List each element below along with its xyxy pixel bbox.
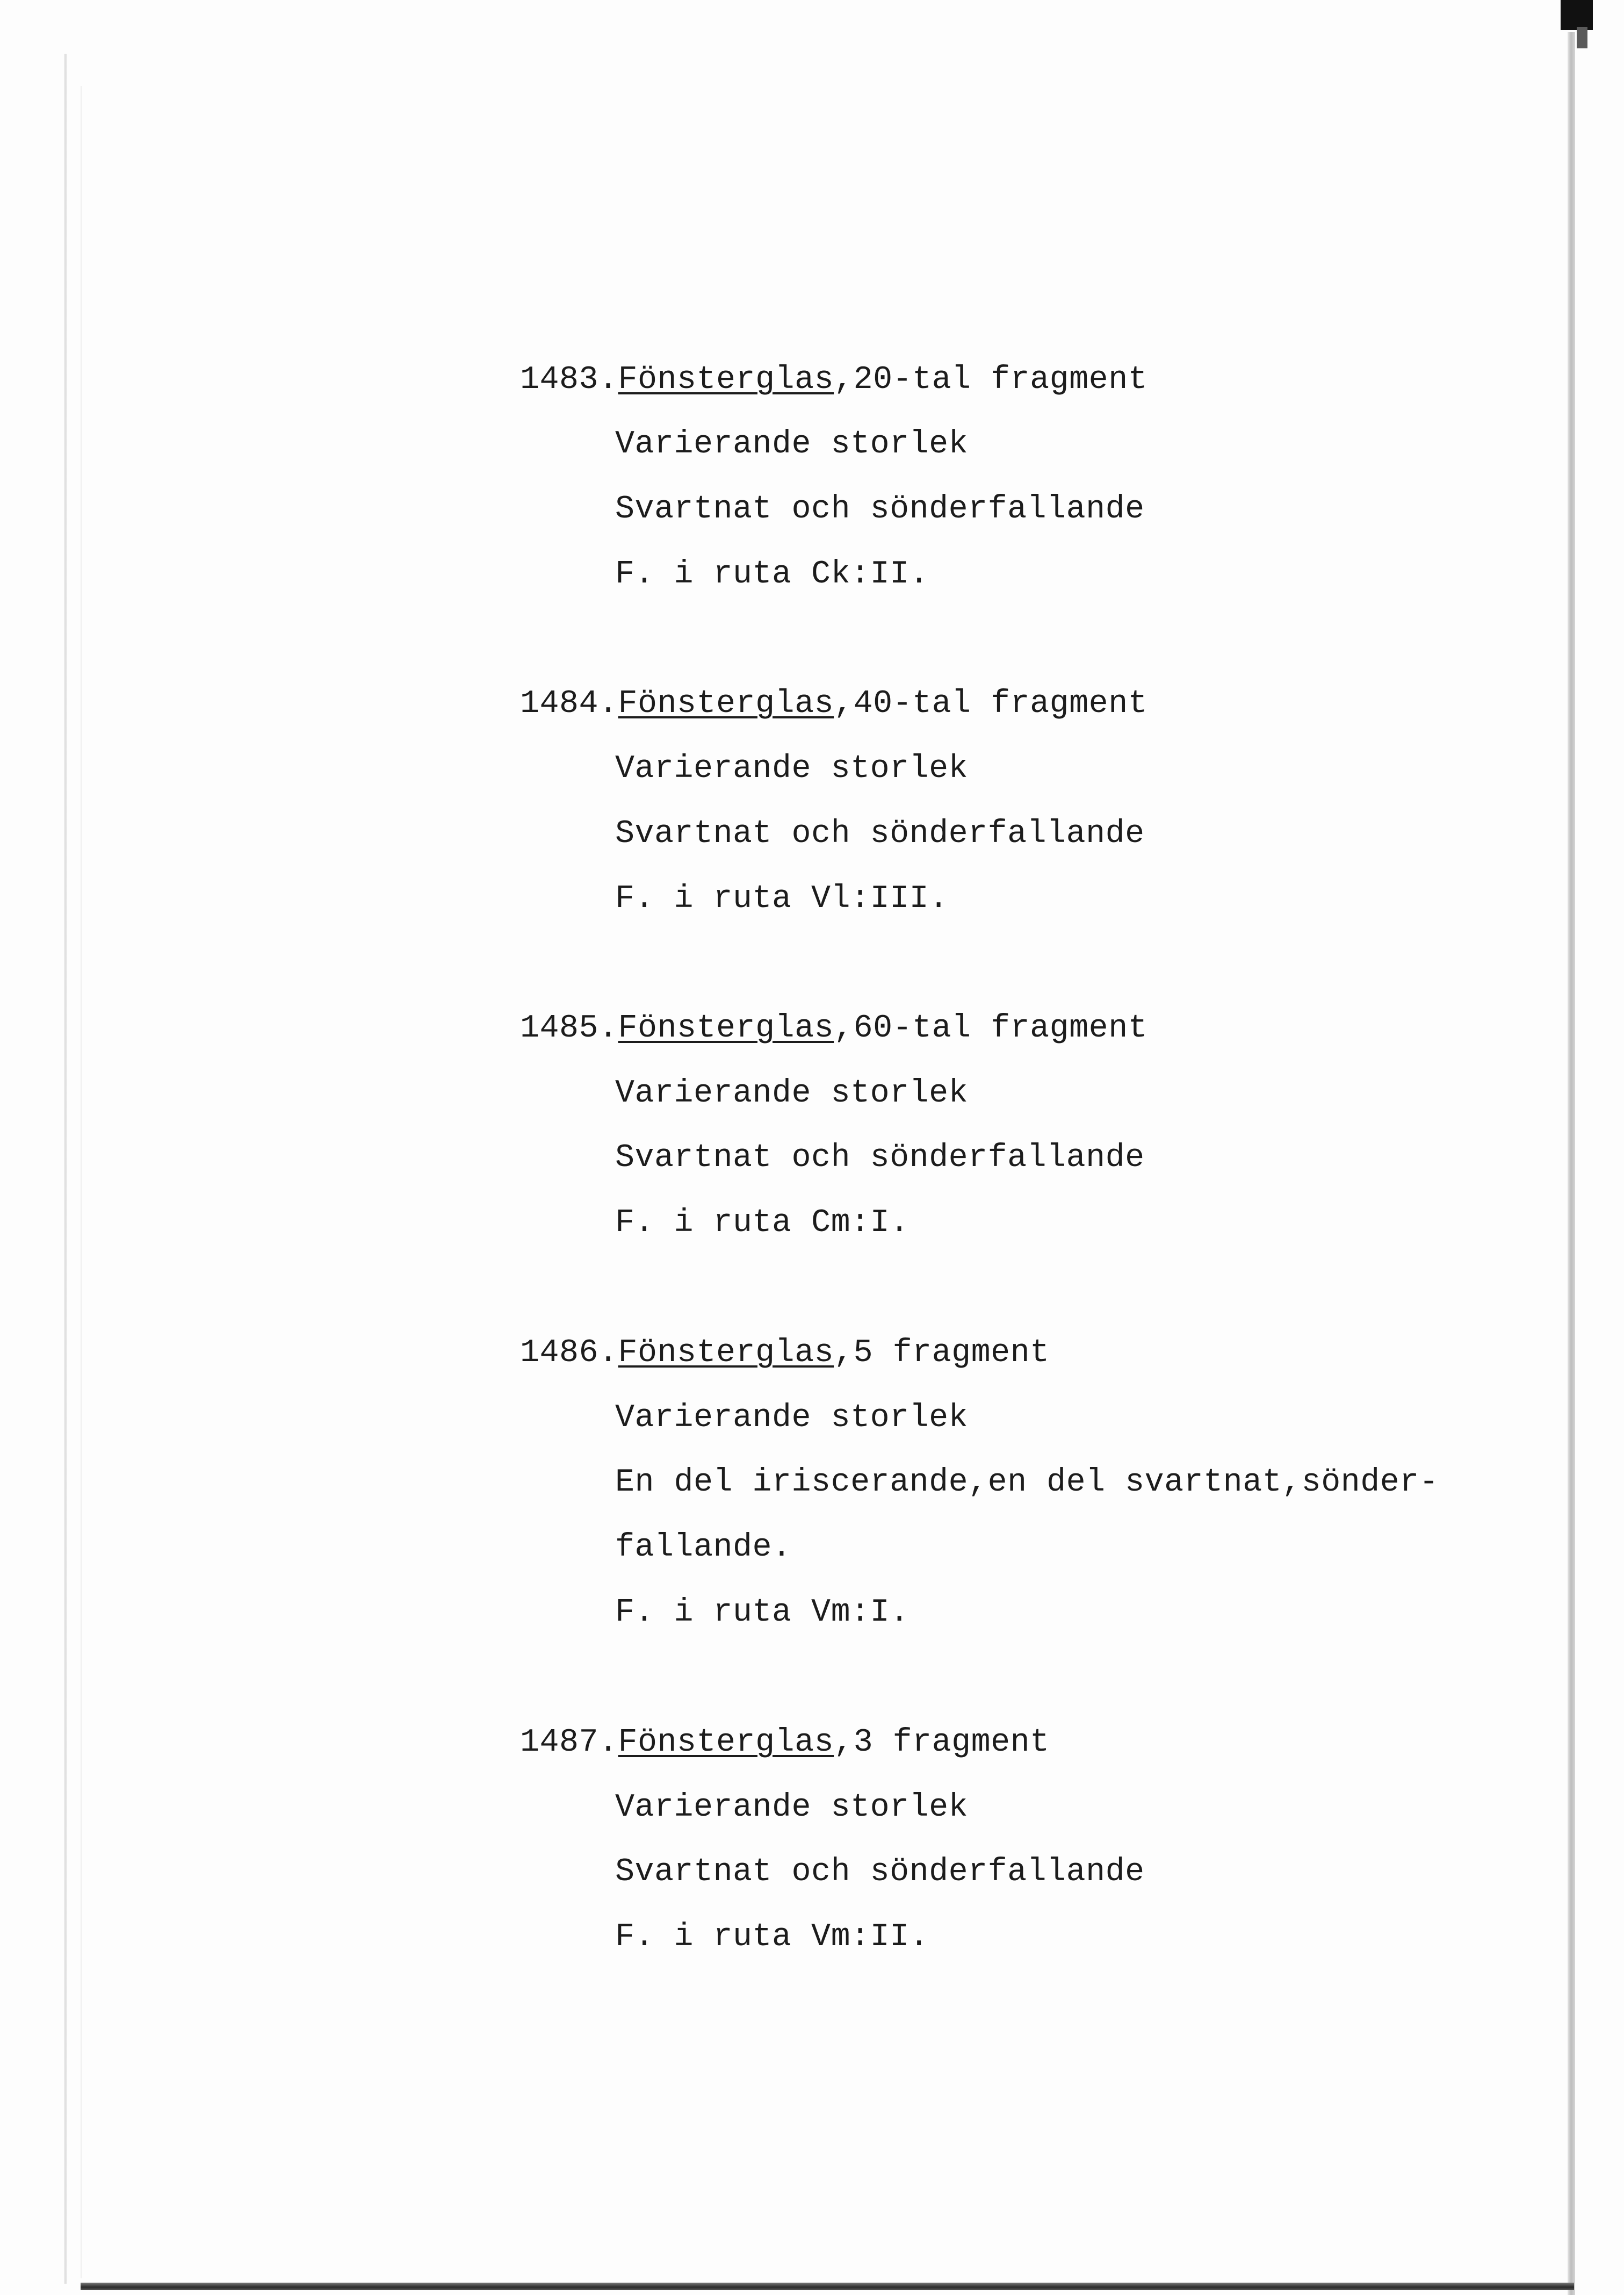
scan-corner-mark [1561, 0, 1593, 30]
scan-edge-left [64, 54, 67, 2284]
entry-line: Svartnat och sönderfallande [615, 1140, 1145, 1176]
entry-line: Svartnat och sönderfallande [615, 1854, 1145, 1890]
entry-number: 1485. [520, 1010, 618, 1047]
scan-edge-left-inner [81, 86, 82, 2278]
entry-line: Varierande storlek [615, 1789, 969, 1826]
entry-line: En del iriscerande,en del svartnat,sönder- [615, 1464, 1439, 1501]
scan-edge-right [1568, 32, 1575, 2295]
entry-line: F. i ruta Vl:III. [615, 881, 949, 917]
entry-heading [520, 1724, 1050, 1761]
entry-number: 1483. [520, 362, 618, 398]
entry-line: Varierande storlek [615, 1075, 969, 1112]
entry-title: Fönsterglas [618, 1335, 834, 1371]
entry-heading [520, 685, 1147, 723]
entry-description: ,5 fragment [834, 1335, 1050, 1371]
entry-title: Fönsterglas [618, 1010, 834, 1047]
entry-line: fallande. [615, 1529, 792, 1566]
entry-line: F. i ruta Ck:II. [615, 556, 929, 593]
scan-edge-bottom [81, 2283, 1574, 2290]
entry-description: ,3 fragment [834, 1724, 1050, 1761]
entry-heading [520, 1010, 1147, 1047]
entry-title: Fönsterglas [618, 1724, 834, 1761]
entry-description: ,40-tal fragment [834, 686, 1148, 722]
entry-line: F. i ruta Vm:I. [615, 1594, 910, 1631]
entry-number: 1487. [520, 1724, 618, 1761]
entry-line: Varierande storlek [615, 1400, 969, 1436]
entry-title: Fönsterglas [618, 686, 834, 722]
entry-number: 1486. [520, 1335, 618, 1371]
scan-corner-mark-shadow [1577, 27, 1587, 48]
entry-line: F. i ruta Vm:II. [615, 1919, 929, 1955]
entry-line: Svartnat och sönderfallande [615, 816, 1145, 852]
entry-line: Varierande storlek [615, 751, 969, 787]
entry-title: Fönsterglas [618, 362, 834, 398]
entry-line: Svartnat och sönderfallande [615, 491, 1145, 528]
entry-description: ,20-tal fragment [834, 362, 1148, 398]
entry-heading [520, 1334, 1050, 1372]
entry-line: Varierande storlek [615, 426, 969, 463]
entry-line: F. i ruta Cm:I. [615, 1205, 910, 1241]
entry-heading [520, 361, 1147, 399]
entry-number: 1484. [520, 686, 618, 722]
entry-description: ,60-tal fragment [834, 1010, 1148, 1047]
